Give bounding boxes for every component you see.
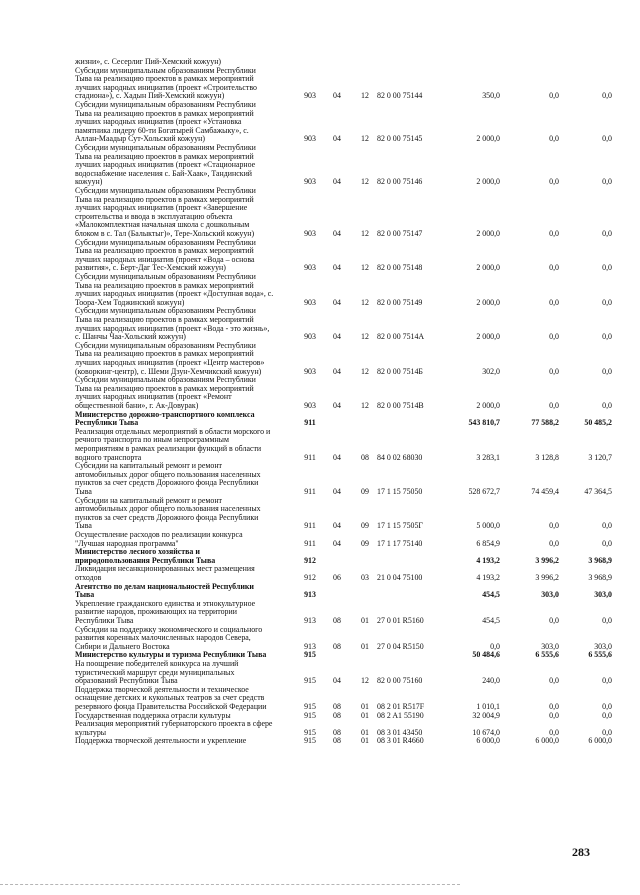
description-line: Тыва на реализацию проектов в рамках мероприятий [75,314,254,324]
amount-year-1: 4 193,2 [476,572,500,582]
section-code: 04 [333,134,341,144]
ministry-code: 913 [304,590,316,600]
description-line: развития», с. Берт-Даг Тес-Хемский кожуун) [75,263,226,273]
ministry-code: 911 [304,521,316,531]
description-line: развитие народов, проживающих на территории [75,607,237,617]
amount-year-2: 6 000,0 [535,736,559,746]
description-line: лучших народных инициатив (проект «Вода - это жизнь», [75,323,270,333]
ministry-code: 913 [304,615,316,625]
description-line: Тыва на реализацию проектов в рамках мероприятий [75,280,254,290]
ministry-code: 912 [304,555,316,565]
description-line: лучших народных инициатив (проект «Вода – основа [75,254,255,264]
amount-year-3: 6 555,6 [588,650,612,660]
subsection-code: 12 [361,332,369,342]
amount-year-1: 2 000,0 [476,177,500,187]
row-description [75,565,297,582]
amount-year-2: 303,0 [541,590,559,600]
description-line: Субсидии муниципальным образованиям Республики [75,272,256,281]
section-code: 08 [333,727,341,737]
description-line: мероприятиям в рамках реализации функций в области [75,443,262,453]
description-line: «Малокомплектная начальная школа с дошкольным [75,220,250,230]
description-line: жизни», с. Сесерлиг Пий-Хемский кожуун) [75,57,222,66]
description-line: образований Республики Тыва [75,676,178,686]
description-line: Субсидии муниципальным образованиям Республики [75,375,256,385]
row-description [75,144,297,187]
description-line: Тыва на реализацию проектов в рамках мероприятий [75,151,254,161]
table-row [0,273,640,307]
ministry-code: 915 [304,676,316,686]
table-row [0,531,640,548]
table-row [0,428,640,462]
target-article-code: 82 0 00 7514А [377,332,425,342]
ministry-code: 903 [304,177,316,187]
description-line: Субсидии на поддержку экономического и социального [75,624,263,634]
subsection-code: 01 [361,701,369,711]
target-article-code: 82 0 00 75145 [377,134,423,144]
amount-year-2: 0,0 [549,727,559,737]
description-line: лучших народных инициатив (проект «Установка [75,117,242,127]
description-line: (коворкинг-центр), с. Шеми Дзун-Хемчикский кожуун) [75,366,262,376]
description-line: природопользования Республики Тыва [75,555,216,565]
description-line: лучших народных инициатив (проект «Ремонт [75,392,232,402]
table-row [0,462,640,496]
amount-year-1: 50 484,6 [472,650,500,660]
table-row [0,144,640,187]
ministry-code: 911 [304,418,316,428]
table-row [0,600,640,626]
amount-year-2: 3 996,2 [535,572,559,582]
amount-year-1: 350,0 [482,91,500,101]
table-row [0,307,640,341]
target-article-code: 17 1 15 7505Г [377,521,423,531]
amount-year-3: 0,0 [602,177,612,187]
description-line: Тыва [75,486,92,496]
amount-year-1: 2 000,0 [476,263,500,273]
row-description [75,660,297,686]
amount-year-1: 454,5 [482,590,500,600]
description-line: лучших народных инициатив (проект «Доступная вода», с. [75,289,274,299]
amount-year-2: 3 128,8 [535,452,559,462]
row-description [75,376,297,410]
description-line: Министерство лесного хозяйства и [75,547,200,557]
subsection-code: 01 [361,736,369,746]
description-line: водоснабжение населения с. Бай-Хаак», Тандинский [75,168,253,178]
description-line: Ликвидация несанкционированных мест размещения [75,564,255,574]
description-line: оснащение детских и кукольных театров за счет средств [75,693,265,703]
amount-year-1: 2 000,0 [476,134,500,144]
amount-year-1: 2 000,0 [476,229,500,238]
ministry-code: 903 [304,229,316,238]
ministry-code: 913 [304,641,316,651]
amount-year-1: 6 854,9 [476,538,500,548]
amount-year-3: 0,0 [602,676,612,686]
section-header-row [0,548,640,565]
description-line: культуры [75,727,107,737]
description-line: автомобильных дорог общего пользования населенных [75,469,261,479]
amount-year-1: 302,0 [482,366,500,376]
description-line: Субсидии муниципальным образованиям Республики [75,237,256,247]
target-article-code: 08 3 01 R4660 [377,736,424,746]
ministry-code: 903 [304,332,316,342]
row-description [75,497,297,531]
table-row [0,239,640,273]
amount-year-3: 0,0 [602,727,612,737]
ministry-code: 903 [304,263,316,273]
description-line: Министерство дорожно-транспортного комплекса [75,409,255,419]
description-line: Субсидии муниципальным образованиям Республики [75,306,256,316]
section-code: 04 [333,676,341,686]
amount-year-1: 0,0 [490,641,500,651]
amount-year-1: 2 000,0 [476,332,500,342]
table-row [0,342,640,376]
target-article-code: 82 0 00 75149 [377,297,423,307]
table-row [0,737,640,746]
description-line: Тыва на реализацию проектов в рамках мероприятий [75,194,254,204]
row-description [75,720,297,737]
row-description [75,737,297,746]
subsection-code: 12 [361,177,369,187]
bottom-rule [0,884,460,885]
description-line: лучших народных инициатив (проект «Центр мастеров» [75,357,265,367]
description-line: отходов [75,572,102,582]
amount-year-3: 6 000,0 [588,736,612,746]
description-line: На поощрение победителей конкурса на лучший [75,659,239,668]
amount-year-3: 0,0 [602,297,612,307]
description-line: Тыва на реализацию проектов в рамках мероприятий [75,74,254,84]
description-line: резервного фонда Правительства Российской Федерации [75,701,267,711]
subsection-code: 12 [361,366,369,376]
ministry-code: 903 [304,400,316,410]
section-code: 04 [333,486,341,496]
description-line: Поддержка творческой деятельности и техническое [75,684,249,694]
description-line: Тоора-Хем Тоджинский кожуун) [75,297,185,307]
section-code: 04 [333,263,341,273]
description-line: Тыва [75,521,92,531]
target-article-code: 27 0 04 R5150 [377,641,424,651]
description-line: автомобильных дорог общего пользования населенных [75,504,261,514]
amount-year-2: 0,0 [549,710,559,720]
section-code: 08 [333,710,341,720]
description-line: Республики Тыва [75,418,139,428]
section-code: 08 [333,615,341,625]
amount-year-3: 3 120,7 [588,452,612,462]
description-line: Субсидии муниципальным образованиям Республики [75,340,256,350]
row-description [75,428,297,462]
target-article-code: 82 0 00 75148 [377,263,423,273]
target-article-code: 82 0 00 75146 [377,177,423,187]
description-line: Государственная поддержка отрасли культуры [75,710,231,720]
target-article-code: 82 0 00 7514В [377,400,424,410]
amount-year-2: 0,0 [549,177,559,187]
amount-year-3: 0,0 [602,521,612,531]
subsection-code: 01 [361,641,369,651]
ministry-code: 903 [304,297,316,307]
section-code: 04 [333,229,341,238]
subsection-code: 12 [361,229,369,238]
page-number: 283 [572,845,590,859]
amount-year-3: 0,0 [602,229,612,238]
section-code: 04 [333,400,341,410]
amount-year-1: 240,0 [482,676,500,686]
ministry-code: 912 [304,572,316,582]
amount-year-2: 74 459,4 [531,486,559,496]
section-code: 04 [333,332,341,342]
subsection-code: 12 [361,263,369,273]
description-line: Аллан-Маадыр Сут-Хольский кожуун) [75,134,205,144]
description-line: Сибири и Дальнего Востока [75,641,170,651]
table-row [0,686,640,712]
target-article-code: 82 0 00 75144 [377,91,423,101]
section-code: 04 [333,452,341,462]
description-line: Субсидии муниципальным образованиям Республики [75,186,256,195]
subsection-code: 12 [361,400,369,410]
section-header-row [0,411,640,428]
ministry-code: 915 [304,710,316,720]
amount-year-2: 0,0 [549,366,559,376]
amount-year-2: 0,0 [549,400,559,410]
target-article-code: 08 3 01 43450 [377,727,423,737]
ministry-code: 911 [304,486,316,496]
amount-year-3: 0,0 [602,701,612,711]
table-row [0,187,640,239]
target-article-code: 08 2 01 R517F [377,701,425,711]
section-code: 04 [333,177,341,187]
amount-year-1: 10 674,0 [472,727,500,737]
ministry-code: 903 [304,91,316,101]
description-line: Республики Тыва [75,615,134,625]
description-line: Осуществление расходов по реализации конкурса [75,530,243,539]
row-description [75,531,297,548]
section-code: 08 [333,736,341,746]
description-line: Субсидии муниципальным образованиям Республики [75,143,256,152]
row-description [75,67,297,101]
amount-year-2: 0,0 [549,676,559,686]
target-article-code: 82 0 00 7514Б [377,366,423,376]
target-article-code: 27 0 01 R5160 [377,615,424,625]
ministry-code: 915 [304,736,316,746]
amount-year-2: 6 555,6 [535,650,559,660]
amount-year-3: 3 968,9 [588,555,612,565]
description-line: Реализация мероприятий губернаторского проекта в сфере [75,719,273,729]
ministry-code: 915 [304,650,316,660]
description-line: пунктов за счет средств Дорожного фонда Республики [75,478,259,488]
description-line: Субсидии муниципальным образованиям Республики [75,100,256,109]
description-line: кожуун) [75,177,103,187]
row-description [75,239,297,273]
row-description [75,600,297,626]
section-code: 06 [333,572,341,582]
description-line: Укрепление гражданского единства и этнокультурное [75,598,256,608]
section-code: 04 [333,91,341,101]
target-article-code: 21 0 04 75100 [377,572,423,582]
description-line: лучших народных инициатив (проект «Строительство [75,82,258,92]
subsection-code: 12 [361,91,369,101]
amount-year-2: 3 996,2 [535,555,559,565]
subsection-code: 01 [361,710,369,720]
amount-year-3: 50 485,2 [584,418,612,428]
description-line: речного транспорта по иным непрограммным [75,435,229,445]
description-line: стадиона»), с. Хадын Пий-Хемский кожуун) [75,91,225,101]
amount-year-3: 303,0 [594,641,612,651]
section-code: 04 [333,297,341,307]
amount-year-2: 0,0 [549,521,559,531]
description-line: Субсидии муниципальным образованиям Республики [75,65,256,75]
table-row [0,497,640,531]
amount-year-3: 0,0 [602,332,612,342]
amount-year-3: 47 364,5 [584,486,612,496]
amount-year-1: 3 283,1 [476,452,500,462]
description-line: лучших народных инициатив (проект «Завершение [75,203,248,213]
target-article-code: 82 0 00 75147 [377,229,423,238]
amount-year-2: 0,0 [549,91,559,101]
amount-year-2: 0,0 [549,332,559,342]
description-line: памятника лидеру 60-ти Богатырей Самбажыку», с. [75,125,249,135]
subsection-code: 03 [361,572,369,582]
section-code: 04 [333,366,341,376]
amount-year-3: 0,0 [602,263,612,273]
description-line: Тыва на реализацию проектов в рамках мероприятий [75,383,254,393]
row-description [75,411,297,428]
amount-year-2: 0,0 [549,134,559,144]
amount-year-3: 0,0 [602,710,612,720]
amount-year-1: 1 010,1 [476,701,500,711]
description-line: Тыва на реализацию проектов в рамках мероприятий [75,246,254,256]
amount-year-2: 0,0 [549,538,559,548]
target-article-code: 08 2 A1 55190 [377,710,424,720]
description-line: Субсидии на капитальный ремонт и ремонт [75,495,222,505]
target-article-code: 84 0 02 68030 [377,452,423,462]
subsection-code: 08 [361,452,369,462]
section-code: 08 [333,701,341,711]
amount-year-2: 0,0 [549,615,559,625]
ministry-code: 903 [304,366,316,376]
subsection-code: 09 [361,538,369,548]
amount-year-1: 32 004,9 [472,710,500,720]
description-line: Агентство по делам национальностей Республики [75,581,254,591]
amount-year-2: 77 588,2 [531,418,559,428]
subsection-code: 09 [361,486,369,496]
table-row [0,67,640,101]
ministry-code: 911 [304,538,316,548]
ministry-code: 915 [304,727,316,737]
description-line: водного транспорта [75,452,142,462]
subsection-code: 09 [361,521,369,531]
subsection-code: 01 [361,727,369,737]
section-code: 04 [333,538,341,548]
table-row [0,565,640,582]
row-description [75,187,297,239]
table-row [0,626,640,652]
ministry-code: 911 [304,452,316,462]
amount-year-2: 0,0 [549,701,559,711]
amount-year-1: 4 193,2 [476,555,500,565]
section-code: 08 [333,641,341,651]
section-code: 04 [333,521,341,531]
target-article-code: 17 1 15 75050 [377,486,423,496]
amount-year-3: 3 968,9 [588,572,612,582]
amount-year-2: 0,0 [549,297,559,307]
row-description [75,462,297,496]
row-description [75,548,297,565]
row-description [75,626,297,652]
amount-year-1: 528 672,7 [468,486,500,496]
amount-year-1: 6 000,0 [476,736,500,746]
amount-year-2: 0,0 [549,229,559,238]
description-line: "Лучшая народная программа" [75,538,179,548]
target-article-code: 82 0 00 75160 [377,676,423,686]
description-line: Субсидии на капитальный ремонт и ремонт [75,461,222,471]
row-description [75,273,297,307]
row-description [75,307,297,341]
table-row [0,101,640,144]
row-description [75,583,297,600]
description-line: строительства и ввода в эксплуатацию объекта [75,211,233,221]
row-description [75,686,297,712]
description-line: общественной бани», г. Ак-Довурак) [75,400,199,410]
amount-year-1: 454,5 [482,615,500,625]
row-description [75,342,297,376]
description-line: Реализация отдельных мероприятий в области морского и [75,426,271,436]
description-line: Тыва на реализацию проектов в рамках мероприятий [75,349,254,359]
amount-year-3: 0,0 [602,400,612,410]
table-row [0,376,640,410]
amount-year-3: 0,0 [602,91,612,101]
description-line: Министерство культуры и туризма Республики Тыва [75,650,267,660]
ministry-code: 915 [304,701,316,711]
description-line: блоком в с. Тал (Балыктыг)», Тере-Хольский кожуун) [75,228,255,238]
amount-year-3: 0,0 [602,134,612,144]
ministry-code: 903 [304,134,316,144]
amount-year-2: 303,0 [541,641,559,651]
target-article-code: 17 1 17 75140 [377,538,423,548]
amount-year-3: 303,0 [594,590,612,600]
amount-year-1: 543 810,7 [468,418,500,428]
table-row [0,660,640,686]
description-line: Тыва [75,590,95,600]
description-line: Поддержка творческой деятельности и укрепление [75,736,247,746]
subsection-code: 12 [361,134,369,144]
subsection-code: 01 [361,615,369,625]
amount-year-1: 2 000,0 [476,400,500,410]
description-line: Тыва на реализацию проектов в рамках мероприятий [75,108,254,118]
amount-year-2: 0,0 [549,263,559,273]
description-line: туристический маршрут среди муниципальных [75,667,235,677]
table-row [0,720,640,737]
amount-year-1: 5 000,0 [476,521,500,531]
amount-year-3: 0,0 [602,366,612,376]
description-line: развития коренных малочисленных народов Севера, [75,633,251,643]
row-description [75,101,297,144]
description-line: с. Шанчы Чаа-Хольский кожуун) [75,332,186,342]
description-line: пунктов за счет средств Дорожного фонда Республики [75,512,259,522]
subsection-code: 12 [361,676,369,686]
amount-year-1: 2 000,0 [476,297,500,307]
section-header-row [0,583,640,600]
amount-year-3: 0,0 [602,615,612,625]
subsection-code: 12 [361,297,369,307]
description-line: лучших народных инициатив (проект «Стационарное [75,160,256,170]
amount-year-3: 0,0 [602,538,612,548]
